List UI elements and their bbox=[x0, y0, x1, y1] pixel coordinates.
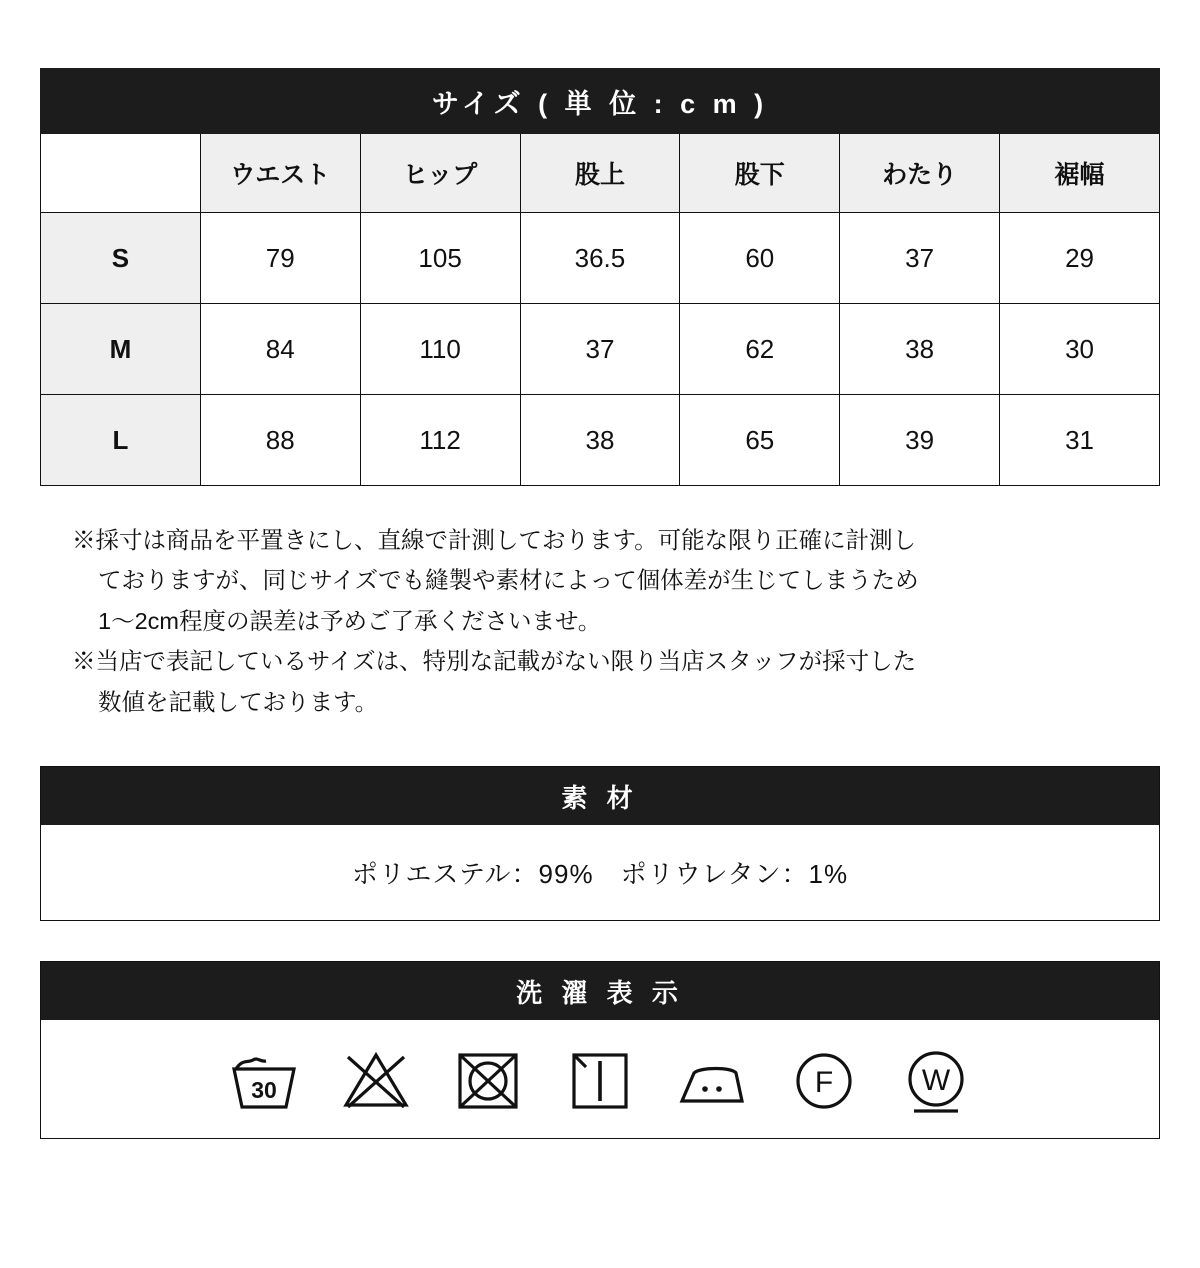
cell-s-inseam: 60 bbox=[680, 213, 840, 304]
wash-temperature-label: 30 bbox=[251, 1077, 277, 1104]
wetclean-w-icon bbox=[897, 1040, 975, 1118]
column-header-hem: 裾幅 bbox=[1000, 134, 1160, 213]
drip-dry-line-icon bbox=[561, 1040, 639, 1118]
cell-l-rise: 38 bbox=[520, 395, 680, 486]
cell-l-waist: 88 bbox=[200, 395, 360, 486]
dryclean-letter-label: F bbox=[814, 1066, 834, 1100]
column-header-thigh: わたり bbox=[840, 134, 1000, 213]
note-line-3: 1〜2cm程度の誤差は予めご了承くださいませ。 bbox=[98, 607, 602, 634]
column-header-rise: 股上 bbox=[520, 134, 680, 213]
no-bleach-icon bbox=[337, 1040, 415, 1118]
cell-m-thigh: 38 bbox=[840, 304, 1000, 395]
size-label-l: L bbox=[41, 395, 201, 486]
cell-m-waist: 84 bbox=[200, 304, 360, 395]
size-table-header-row bbox=[41, 134, 1160, 213]
measurement-notes bbox=[40, 520, 1160, 722]
dryclean-f-icon bbox=[785, 1040, 863, 1118]
cell-l-thigh: 39 bbox=[840, 395, 1000, 486]
cell-m-hip: 110 bbox=[360, 304, 520, 395]
size-table bbox=[40, 68, 1160, 486]
size-table-title: サイズ ( 単 位 : c m ) bbox=[41, 69, 1160, 134]
product-spec-page bbox=[0, 68, 1200, 1268]
size-table-corner-cell bbox=[41, 134, 201, 213]
care-icon-row bbox=[41, 1020, 1159, 1138]
cell-m-inseam: 62 bbox=[680, 304, 840, 395]
cell-l-hip: 112 bbox=[360, 395, 520, 486]
cell-s-hip: 105 bbox=[360, 213, 520, 304]
cell-l-inseam: 65 bbox=[680, 395, 840, 486]
cell-s-thigh: 37 bbox=[840, 213, 1000, 304]
cell-l-hem: 31 bbox=[1000, 395, 1160, 486]
cell-s-waist: 79 bbox=[200, 213, 360, 304]
no-tumble-dry-icon bbox=[449, 1040, 527, 1118]
size-label-m: M bbox=[41, 304, 201, 395]
size-section bbox=[40, 68, 1160, 486]
column-header-waist: ウエスト bbox=[200, 134, 360, 213]
column-header-inseam: 股下 bbox=[680, 134, 840, 213]
size-label-s: S bbox=[41, 213, 201, 304]
material-title: 素 材 bbox=[41, 767, 1159, 825]
table-row bbox=[41, 304, 1160, 395]
size-table-title-row bbox=[41, 69, 1160, 134]
care-section bbox=[40, 961, 1160, 1139]
care-title: 洗 濯 表 示 bbox=[41, 962, 1159, 1020]
cell-m-hem: 30 bbox=[1000, 304, 1160, 395]
iron-low-icon bbox=[673, 1040, 751, 1118]
note-line-2: ておりますが、同じサイズでも縫製や素材によって個体差が生じてしまうため bbox=[98, 567, 919, 594]
material-body: ポリエステル：99% ポリウレタン：1% bbox=[351, 859, 849, 890]
note-line-5: 数値を記載しております。 bbox=[98, 688, 379, 715]
column-header-hip: ヒップ bbox=[360, 134, 520, 213]
cell-m-rise: 37 bbox=[520, 304, 680, 395]
note-line-1: ※採寸は商品を平置きにし、直線で計測しております。可能な限り正確に計測し bbox=[72, 527, 917, 553]
table-row bbox=[41, 213, 1160, 304]
cell-s-rise: 36.5 bbox=[520, 213, 680, 304]
note-line-4: ※当店で表記しているサイズは、特別な記載がない限り当店スタッフが採寸した bbox=[72, 648, 917, 675]
wash-30-icon bbox=[225, 1040, 303, 1118]
table-row bbox=[41, 395, 1160, 486]
material-section bbox=[40, 766, 1160, 921]
cell-s-hem: 29 bbox=[1000, 213, 1160, 304]
wetclean-letter-label: W bbox=[921, 1064, 951, 1098]
